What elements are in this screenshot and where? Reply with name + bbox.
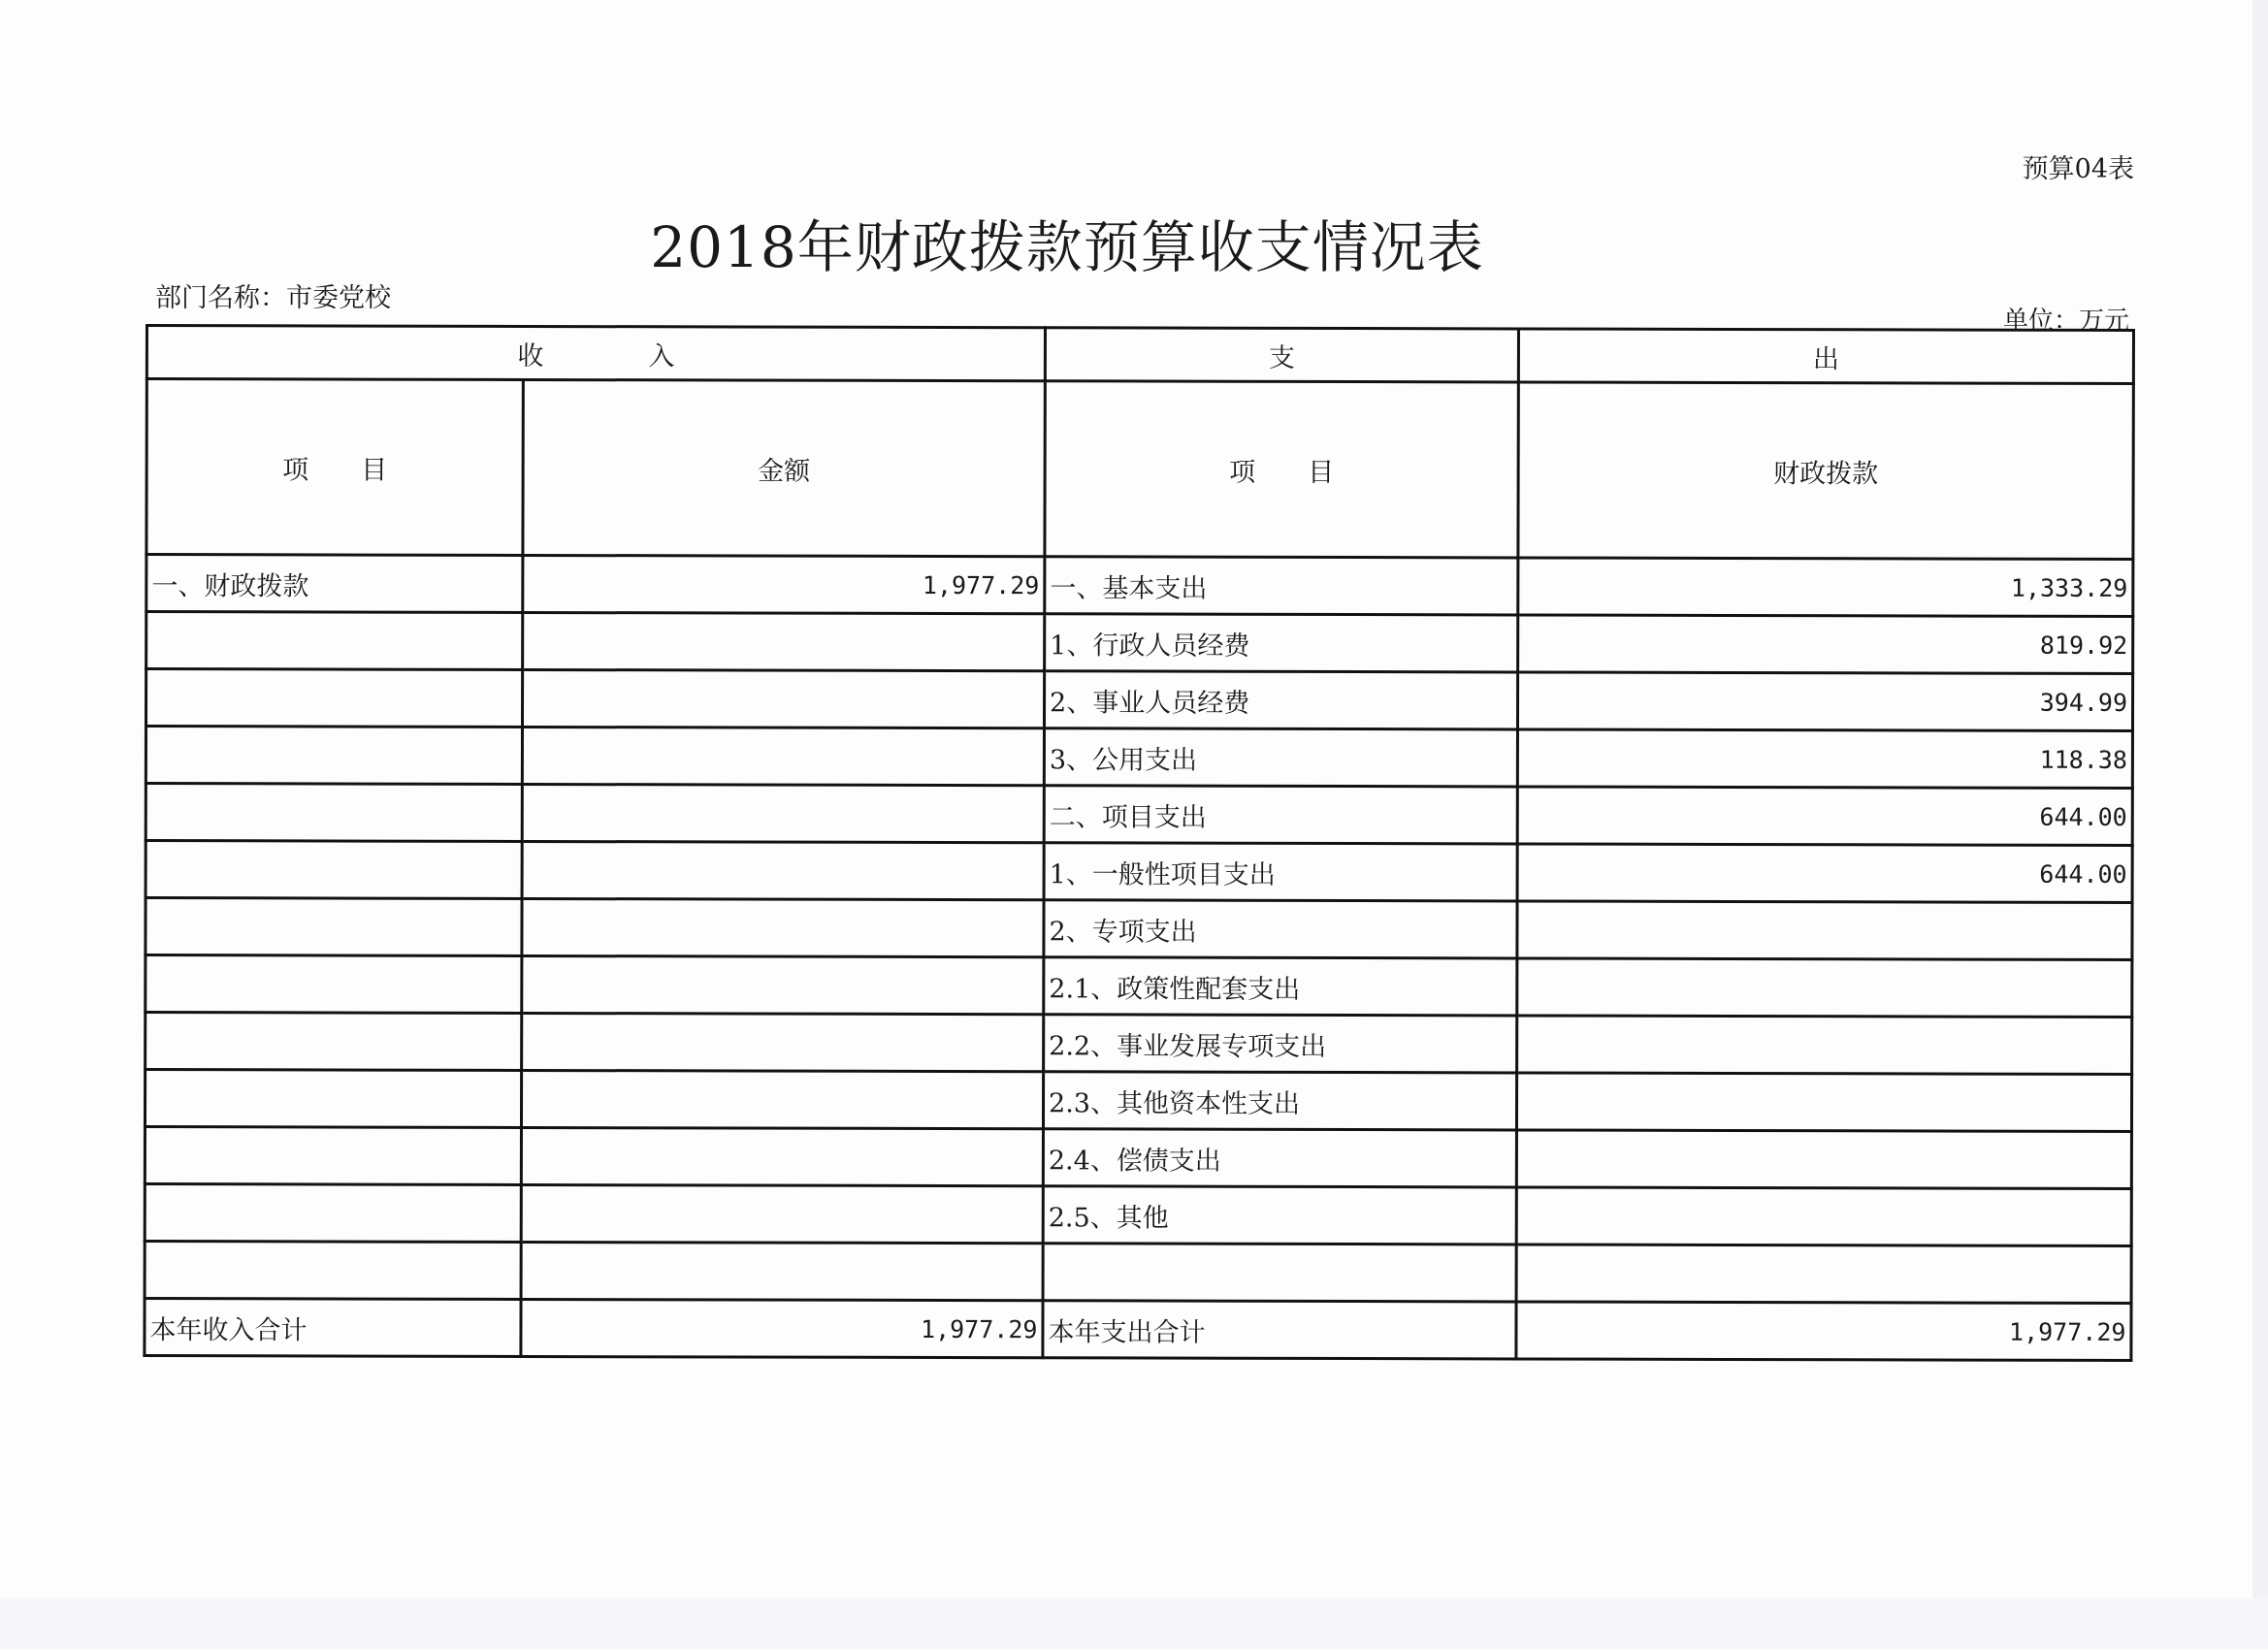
expense-item-cell: 2.2、事业发展专项支出 bbox=[1044, 1015, 1517, 1073]
table-row bbox=[146, 555, 2133, 617]
income-amount-cell bbox=[522, 669, 1044, 728]
expense-amount-header: 财政拨款 bbox=[1518, 382, 2133, 560]
income-amount-cell: 1,977.29 bbox=[523, 555, 1045, 613]
expense-item-cell: 2.4、偿债支出 bbox=[1043, 1129, 1516, 1187]
expense-amount-cell: 644.00 bbox=[1517, 787, 2132, 846]
income-item-cell bbox=[146, 669, 522, 728]
income-amount-cell bbox=[521, 1184, 1043, 1243]
totals-row bbox=[145, 1299, 2131, 1361]
income-item-cell bbox=[145, 1070, 521, 1128]
expense-item-cell: 2.5、其他 bbox=[1043, 1186, 1516, 1245]
expense-amount-cell bbox=[1517, 1016, 2132, 1075]
expense-item-cell: 二、项目支出 bbox=[1044, 786, 1517, 844]
page-title: 2018年财政拨款预算收支情况表 bbox=[650, 214, 1484, 280]
department-name: 部门名称：市委党校 bbox=[155, 283, 391, 313]
table-row bbox=[145, 1070, 2131, 1132]
expense-item-cell: 2.3、其他资本性支出 bbox=[1043, 1072, 1516, 1130]
expense-amount-cell bbox=[1517, 901, 2132, 960]
scan-edge-bottom bbox=[0, 1599, 2268, 1649]
column-header-row bbox=[146, 379, 2133, 560]
expense-item-cell bbox=[1043, 1244, 1516, 1302]
group-header-row bbox=[146, 326, 2133, 384]
income-item-cell: 一、财政拨款 bbox=[146, 555, 523, 613]
expense-total-label: 本年支出合计 bbox=[1043, 1301, 1516, 1359]
income-amount-cell bbox=[521, 1127, 1043, 1185]
expense-item-cell: 2、事业人员经费 bbox=[1044, 671, 1517, 729]
scan-edge-right bbox=[2252, 0, 2268, 1649]
table-row bbox=[145, 1184, 2131, 1246]
table-row bbox=[146, 669, 2132, 731]
income-amount-header: 金额 bbox=[523, 379, 1045, 556]
expense-amount-cell: 819.92 bbox=[1518, 615, 2133, 674]
expense-amount-cell bbox=[1516, 1187, 2131, 1246]
expense-total-amount: 1,977.29 bbox=[1516, 1302, 2131, 1361]
income-amount-cell bbox=[522, 898, 1044, 956]
income-item-header: 项 目 bbox=[146, 379, 523, 556]
income-amount-cell bbox=[521, 1242, 1043, 1300]
income-item-cell bbox=[146, 841, 522, 899]
expense-amount-cell: 1,333.29 bbox=[1518, 558, 2133, 617]
expense-amount-cell bbox=[1516, 1073, 2131, 1132]
table-row bbox=[146, 898, 2132, 960]
table-row bbox=[145, 1127, 2131, 1189]
income-item-cell bbox=[145, 1184, 521, 1243]
expense-group-header-right: 出 bbox=[1518, 329, 2133, 384]
form-number: 预算04表 bbox=[2022, 154, 2134, 184]
expense-item-cell: 1、一般性项目支出 bbox=[1044, 843, 1517, 901]
income-total-amount: 1,977.29 bbox=[521, 1299, 1043, 1357]
expense-amount-cell: 118.38 bbox=[1517, 729, 2132, 789]
table-row bbox=[145, 1242, 2131, 1304]
income-amount-cell bbox=[523, 612, 1045, 670]
table-row bbox=[146, 841, 2132, 903]
expense-amount-cell bbox=[1516, 1245, 2131, 1304]
income-item-cell bbox=[146, 898, 522, 956]
expense-item-cell: 1、行政人员经费 bbox=[1045, 614, 1518, 672]
unit-label: 单位：万元 bbox=[2002, 307, 2129, 336]
expense-item-header: 项 目 bbox=[1045, 381, 1518, 558]
table-row bbox=[146, 955, 2132, 1018]
income-total-label: 本年收入合计 bbox=[145, 1299, 521, 1357]
expense-amount-cell: 644.00 bbox=[1517, 844, 2132, 903]
income-item-cell bbox=[145, 1242, 521, 1300]
expense-item-cell: 2、专项支出 bbox=[1044, 900, 1517, 958]
budget-table bbox=[143, 324, 2135, 1362]
income-amount-cell bbox=[522, 727, 1044, 785]
table-row bbox=[146, 1013, 2132, 1075]
expense-item-cell: 2.1、政策性配套支出 bbox=[1044, 957, 1517, 1016]
expense-item-cell: 一、基本支出 bbox=[1045, 557, 1518, 615]
expense-amount-cell: 394.99 bbox=[1517, 672, 2132, 731]
income-item-cell bbox=[145, 1127, 521, 1185]
income-amount-cell bbox=[522, 955, 1044, 1014]
table-row bbox=[146, 727, 2132, 789]
expense-group-header-left: 支 bbox=[1045, 328, 1518, 382]
expense-amount-cell bbox=[1517, 958, 2132, 1018]
income-item-cell bbox=[146, 1013, 522, 1071]
income-amount-cell bbox=[522, 1013, 1044, 1071]
income-amount-cell bbox=[522, 841, 1044, 899]
income-amount-cell bbox=[521, 1070, 1043, 1128]
income-item-cell bbox=[146, 612, 523, 670]
income-item-cell bbox=[146, 955, 522, 1014]
income-item-cell bbox=[146, 727, 522, 785]
income-amount-cell bbox=[522, 784, 1044, 842]
table-row bbox=[146, 784, 2132, 846]
table-row bbox=[146, 612, 2133, 674]
expense-item-cell: 3、公用支出 bbox=[1044, 728, 1517, 787]
income-item-cell bbox=[146, 784, 522, 842]
income-group-header: 收 入 bbox=[146, 326, 1045, 381]
expense-amount-cell bbox=[1516, 1130, 2131, 1189]
